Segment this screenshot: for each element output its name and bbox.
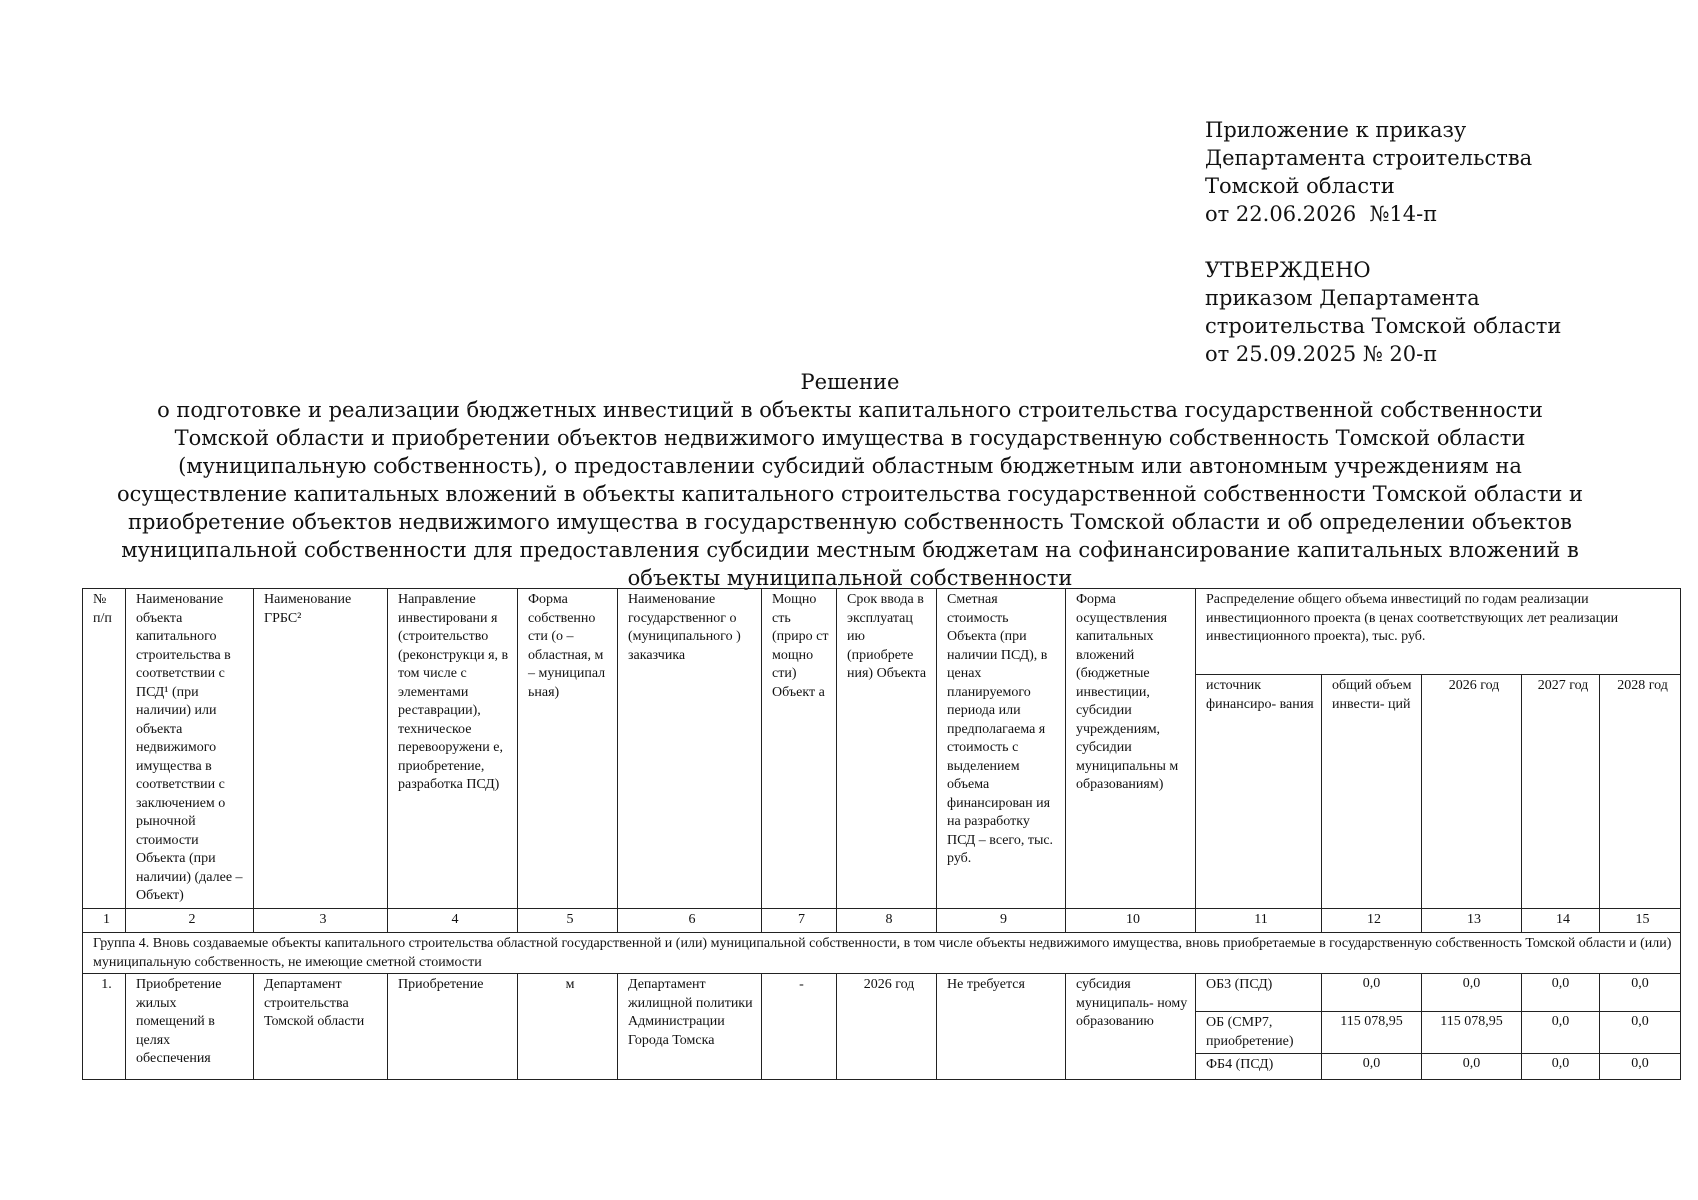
investment-table	[82, 588, 1681, 1080]
row-number: 1.	[83, 974, 126, 1080]
approval-order-line: от 25.09.2025 № 20-п	[1205, 342, 1438, 366]
column-number: 5	[518, 909, 618, 933]
column-number: 8	[837, 909, 937, 933]
grbs-name: Департамент строительства Томской области	[254, 974, 388, 1080]
column-number: 11	[1196, 909, 1322, 933]
header-cell: Сметная стоимость Объекта (при наличии ПСД), в ценах планируемого периода или предполагаема я стоимость с выделением объема финансирован ия на разработку ПСД – всего, тыс. руб.	[937, 589, 1066, 909]
column-number: 14	[1522, 909, 1600, 933]
header-cell: Форма собственно сти (о – областная, м – муниципал ьная)	[518, 589, 618, 909]
column-number: 10	[1066, 909, 1196, 933]
funding-source: ОБ (СМР7, приобретение)	[1196, 1012, 1322, 1054]
header-year-cell: 2028 год	[1600, 675, 1681, 909]
year-2026-value: 0,0	[1422, 1054, 1522, 1080]
appendix-line: Приложение к приказу	[1205, 118, 1467, 142]
column-number: 7	[762, 909, 837, 933]
funding-source: ОБ3 (ПСД)	[1196, 974, 1322, 1012]
appendix-order-line: от 22.06.2026 №14-п	[1205, 202, 1438, 226]
year-2026-value: 0,0	[1422, 974, 1522, 1012]
appendix-block	[1205, 116, 1675, 228]
group-title: Группа 4. Вновь создаваемые объекты капитального строительства областной государственной и (или) муниципальной собственности, в том числе объекты недвижимого имущества, вновь приобретаемые в государственную собственность Томской области и (или) муниципальную собственность, не имеющие сметной стоимости	[83, 933, 1681, 974]
header-cell: источник финансиро- вания	[1196, 675, 1322, 909]
title-body: о подготовке и реализации бюджетных инвестиций в объекты капитального строительства государственной собственности Томской области и приобретении объектов недвижимого имущества в государственную собственность Томской области (муниципальную собственность), о предоставлении субсидий областным бюджетным или автономным учреждениям на осуществление капитальных вложений в объекты капитального строительства государственной собственности Томской области и приобретение объектов недвижимого имущества в государственную собственность Томской области и об определении объектов муниципальной собственности для предоставления субсидии местным бюджетам на софинансирование капитальных вложений в объекты муниципальной собственности	[116, 398, 1583, 590]
group-row	[83, 933, 1681, 974]
ownership-form: м	[518, 974, 618, 1080]
column-number: 15	[1600, 909, 1681, 933]
total-investment: 115 078,95	[1322, 1012, 1422, 1054]
total-investment: 0,0	[1322, 974, 1422, 1012]
column-number: 13	[1422, 909, 1522, 933]
appendix-line: Томской области	[1205, 174, 1395, 198]
header-cell: № п/п	[83, 589, 126, 909]
year-2027-value: 0,0	[1522, 974, 1600, 1012]
column-number-row	[83, 909, 1681, 933]
year-2028-value: 0,0	[1600, 974, 1681, 1012]
total-investment: 0,0	[1322, 1054, 1422, 1080]
object-name: Приобретение жилых помещений в целях обеспечения	[126, 974, 254, 1080]
column-number: 1	[83, 909, 126, 933]
year-2028-value: 0,0	[1600, 1012, 1681, 1054]
commissioning-term: 2026 год	[837, 974, 937, 1080]
column-number: 12	[1322, 909, 1422, 933]
document-title	[110, 368, 1590, 592]
column-number: 4	[388, 909, 518, 933]
customer-name: Департамент жилищной политики Администрации Города Томска	[618, 974, 762, 1080]
column-number: 6	[618, 909, 762, 933]
approval-line: строительства Томской области	[1205, 314, 1562, 338]
column-number: 9	[937, 909, 1066, 933]
year-2027-value: 0,0	[1522, 1054, 1600, 1080]
year-2028-value: 0,0	[1600, 1054, 1681, 1080]
header-cell: Наименование объекта капитального строительства в соответствии с ПСД¹ (при наличии) или объекта недвижимого имущества в соответствии с заключением о рыночной стоимости Объекта (при наличии) (далее – Объект)	[126, 589, 254, 909]
header-cell: Срок ввода в эксплуатац ию (приобрете ния) Объекта	[837, 589, 937, 909]
approval-line: приказом Департамента	[1205, 286, 1480, 310]
header-cell: Наименование ГРБС²	[254, 589, 388, 909]
investment-form: субсидия муниципаль- ному образованию	[1066, 974, 1196, 1080]
appendix-line: Департамента строительства	[1205, 146, 1533, 170]
header-cell: Направление инвестировани я (строительство (реконструкци я, в том числе с элементами реставрации), техническое перевооружени е, приобретение, разработка ПСД)	[388, 589, 518, 909]
column-number: 2	[126, 909, 254, 933]
header-row	[83, 589, 1681, 675]
title-heading: Решение	[800, 370, 900, 394]
approval-block	[1205, 256, 1675, 368]
header-cell: общий объем инвести- ций	[1322, 675, 1422, 909]
funding-source: ФБ4 (ПСД)	[1196, 1054, 1322, 1080]
header-year-cell: 2027 год	[1522, 675, 1600, 909]
year-2026-value: 115 078,95	[1422, 1012, 1522, 1054]
investment-direction: Приобретение	[388, 974, 518, 1080]
header-cell: Наименование государственног о (муниципального ) заказчика	[618, 589, 762, 909]
year-2027-value: 0,0	[1522, 1012, 1600, 1054]
header-cell: Мощно сть (приро ст мощно сти) Объект а	[762, 589, 837, 909]
data-row	[83, 974, 1681, 1012]
estimated-cost: Не требуется	[937, 974, 1066, 1080]
header-year-cell: 2026 год	[1422, 675, 1522, 909]
column-number: 3	[254, 909, 388, 933]
approval-heading: УТВЕРЖДЕНО	[1205, 258, 1371, 282]
capacity: -	[762, 974, 837, 1080]
distribution-header: Распределение общего объема инвестиций по годам реализации инвестиционного проекта (в ценах соответствующих лет реализации инвестиционного проекта), тыс. руб.	[1196, 589, 1681, 675]
header-cell: Форма осуществления капитальных вложений (бюджетные инвестиции, субсидии учреждениям, субсидии муниципальны м образованиям)	[1066, 589, 1196, 909]
